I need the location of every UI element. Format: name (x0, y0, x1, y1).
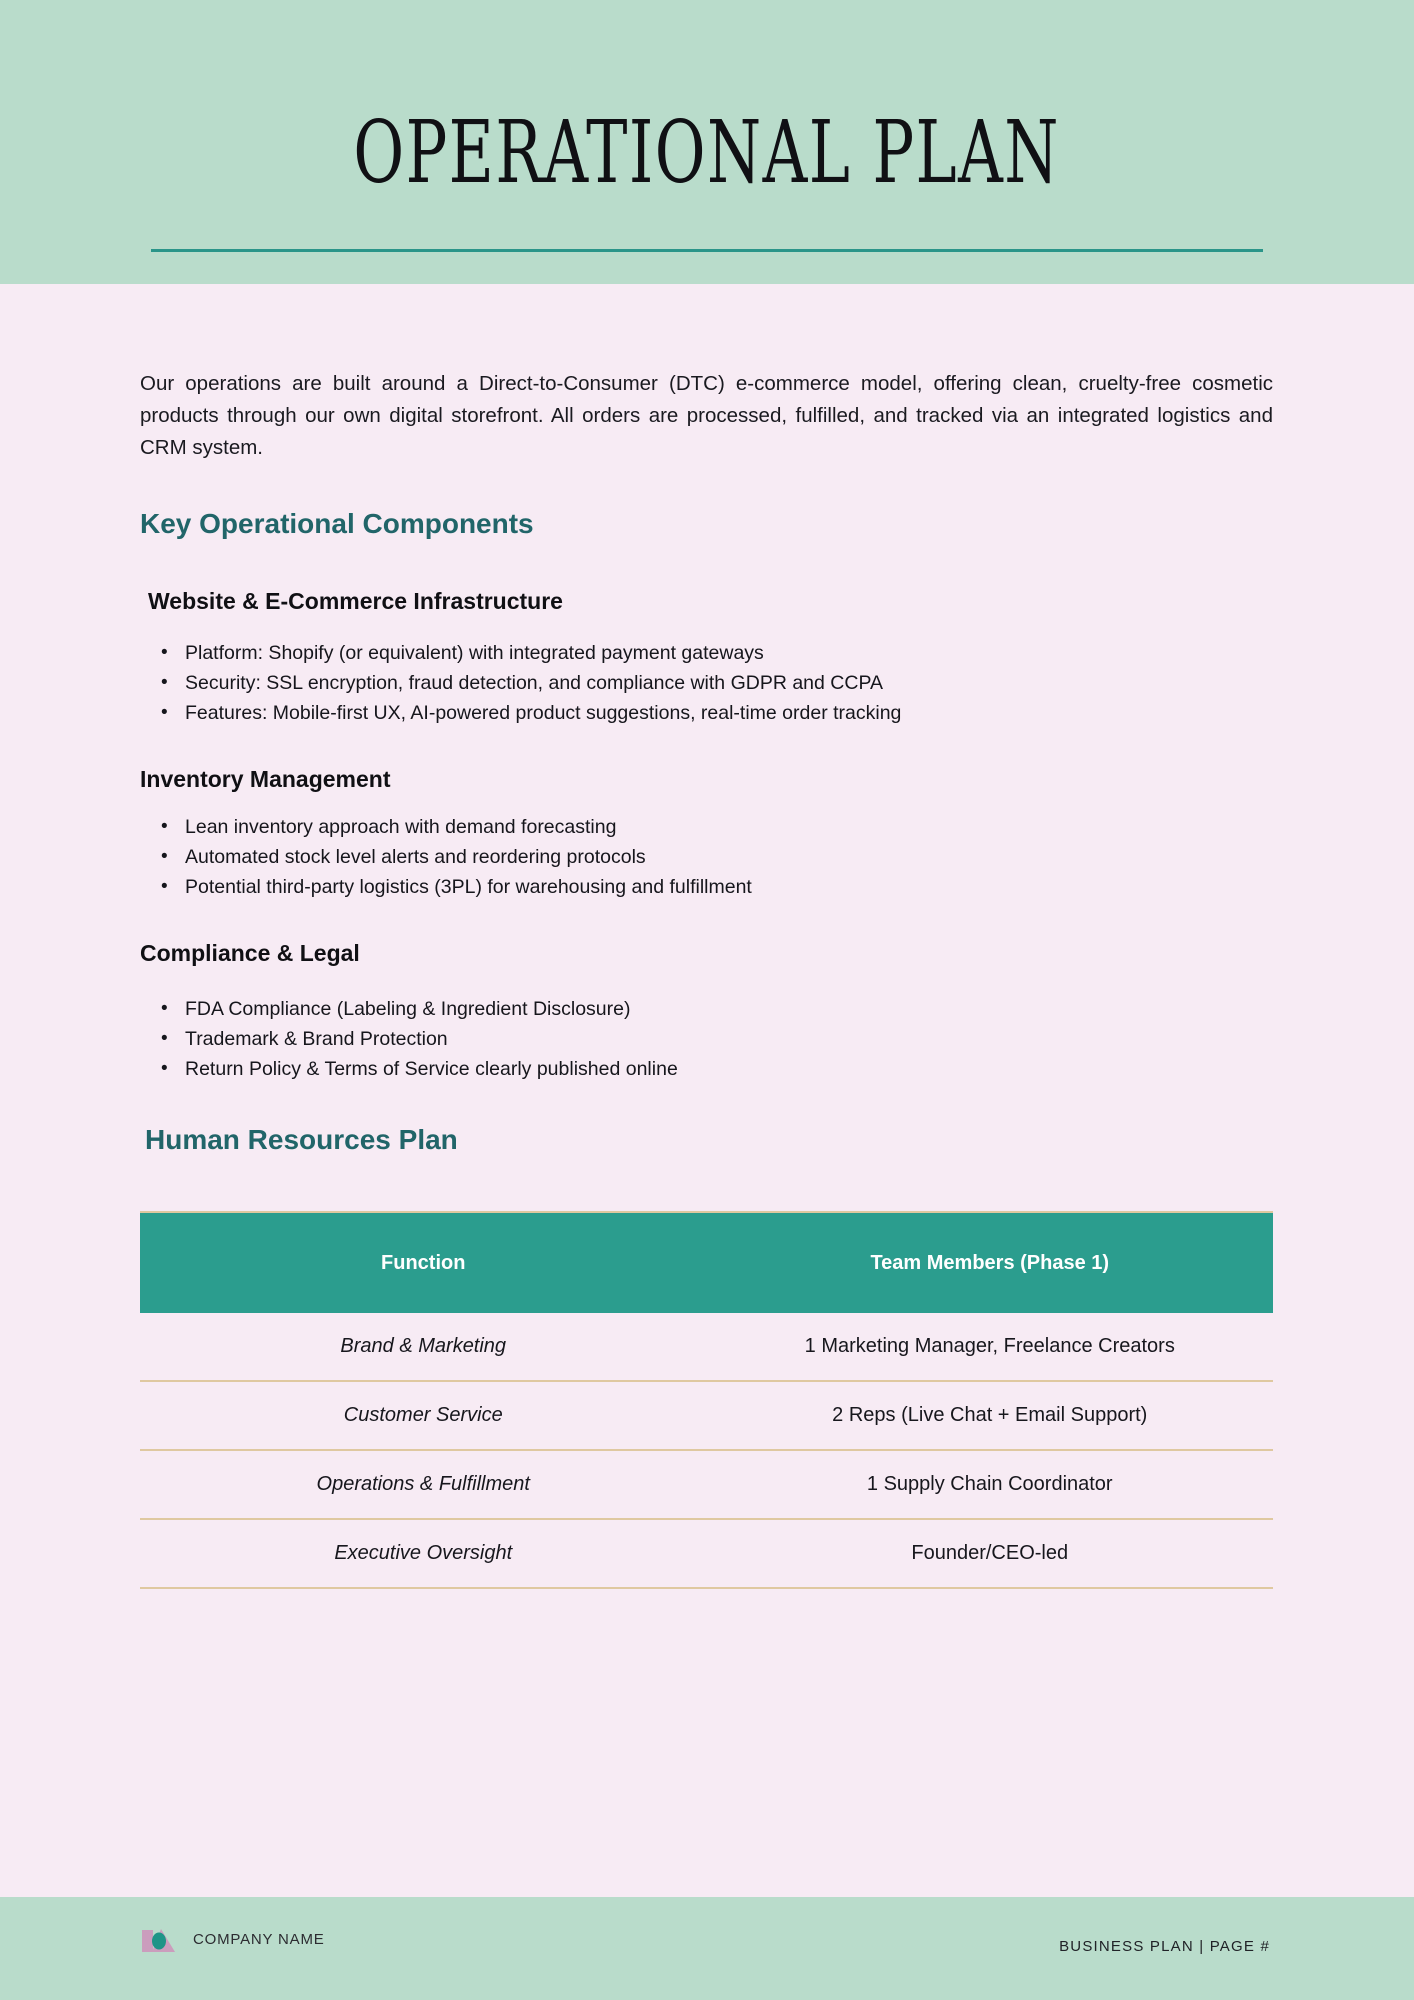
table-header-row (140, 1213, 1273, 1313)
page-content (0, 284, 1414, 1589)
table-body (140, 1313, 1273, 1589)
table-cell-function: Customer Service (343, 1404, 503, 1426)
subsection-heading: Compliance & Legal (140, 940, 360, 966)
bullet-item: • Automated stock level alerts and reordering protocols (140, 842, 1273, 872)
table-cell-function: Operations & Fulfillment (316, 1473, 530, 1495)
bullet-item: • Features: Mobile-first UX, AI-powered product suggestions, real-time order tracking (140, 698, 1273, 728)
subsection (140, 586, 1273, 728)
intro-paragraph: Our operations are built around a Direct-to-Consumer (DTC) e-commerce model, offering clean, cruelty-free cosmetic products through our own digital storefront. All orders are processed, fulfilled, and tracked via an integrated logistics and CRM system. (140, 372, 1273, 459)
table-cell-team-members: 1 Supply Chain Coordinator (866, 1473, 1113, 1495)
section-heading-human-resources-plan: Human Resources Plan (145, 1124, 458, 1155)
bullet-list (140, 994, 1273, 1084)
subsection (140, 938, 1273, 1084)
footer-band (0, 1897, 1414, 2000)
bullet-list (140, 812, 1273, 902)
table-cell-function: Brand & Marketing (340, 1335, 507, 1357)
page-title (0, 103, 1414, 203)
table-row (140, 1520, 1273, 1589)
table-header-cell-function: Function (381, 1251, 466, 1274)
table-row (140, 1382, 1273, 1451)
table-cell-function: Executive Oversight (334, 1542, 513, 1564)
subsection-heading: Inventory Management (140, 766, 391, 792)
page-title-text: OPERATIONAL PLAN (353, 103, 1061, 203)
subsection (140, 764, 1273, 902)
table-cell-team-members: 1 Marketing Manager, Freelance Creators (804, 1335, 1175, 1357)
bullet-item: • Return Policy & Terms of Service clearly published online (140, 1054, 1273, 1084)
table-header-cell-team-members: Team Members (Phase 1) (870, 1251, 1110, 1274)
hr-table (140, 1211, 1273, 1589)
section-heading-key-operational-components: Key Operational Components (140, 508, 534, 539)
company-logo-icon (142, 1924, 180, 1954)
bullet-item: • Trademark & Brand Protection (140, 1024, 1273, 1054)
subsection-heading: Website & E-Commerce Infrastructure (148, 588, 563, 614)
table-cell-team-members: Founder/CEO-led (911, 1542, 1069, 1564)
logo-rectangle-shape (142, 1930, 153, 1952)
bullet-item: • Potential third-party logistics (3PL) for warehousing and fulfillment (140, 872, 1273, 902)
footer-page-label: BUSINESS PLAN | PAGE # (1059, 1938, 1270, 1955)
bullet-list (140, 638, 1273, 728)
company-name: COMPANY NAME (193, 1930, 325, 1948)
logo-circle-shape (152, 1933, 166, 1950)
bullet-item: • Lean inventory approach with demand forecasting (140, 812, 1273, 842)
table-cell-team-members: 2 Reps (Live Chat + Email Support) (832, 1404, 1148, 1426)
header-band (0, 0, 1414, 284)
title-underline (151, 249, 1263, 252)
bullet-item: • FDA Compliance (Labeling & Ingredient Disclosure) (140, 994, 1273, 1024)
bullet-item: • Security: SSL encryption, fraud detection, and compliance with GDPR and CCPA (140, 668, 1273, 698)
bullet-item: • Platform: Shopify (or equivalent) with integrated payment gateways (140, 638, 1273, 668)
subsections (140, 586, 1273, 1084)
table-row (140, 1451, 1273, 1520)
footer-brand (142, 1924, 325, 1954)
table-row (140, 1313, 1273, 1382)
